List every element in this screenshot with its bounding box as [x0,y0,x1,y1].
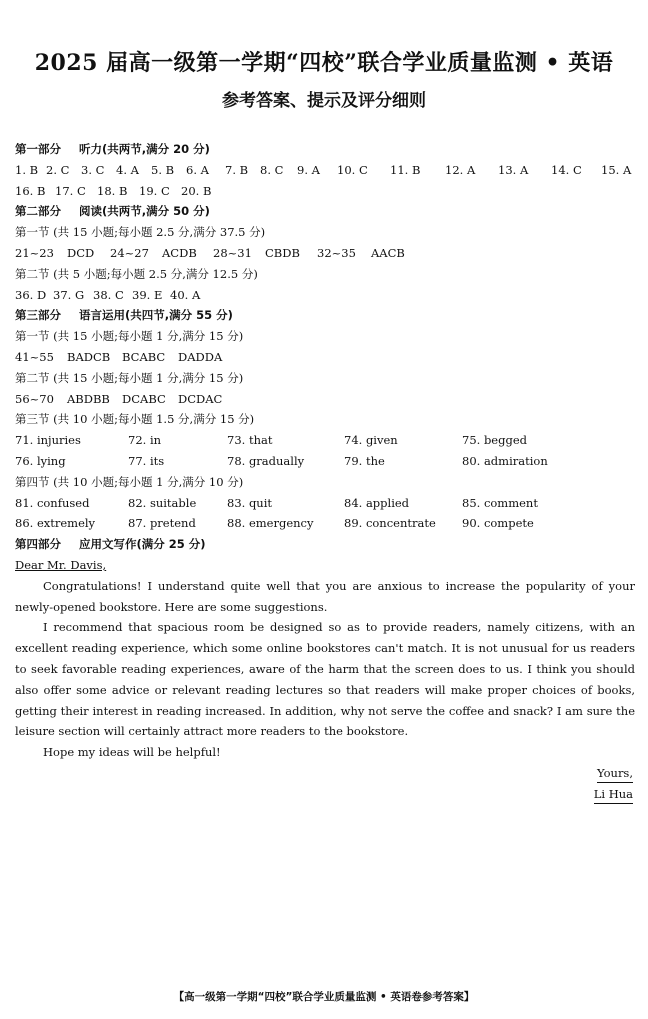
part4-heading: 第四部分 应用文写作(满分 25 分) [15,537,206,552]
letter-salutation: Dear Mr. Davis, [15,557,107,572]
part3-section3-row2: 76. lying 77. its 78. gradually 79. the 80. admiration [15,453,548,468]
part2-heading: 第二部分 阅读(共两节,满分 50 分) [15,204,210,219]
part3-section2-label: 第二节 (共 15 小题;每小题 1 分,满分 15 分) [15,370,244,385]
part3-heading: 第三部分 语言运用(共四节,满分 55 分) [15,308,233,323]
answer: 15. A [601,162,632,177]
part2-section1-label: 第一节 (共 15 小题;每小题 2.5 分,满分 37.5 分) [15,225,266,240]
document-title: 2025 届高一级第一学期“四校”联合学业质量监测 • 英语 [34,50,614,76]
letter-paragraph: I recommend that spacious room be designed so as to provide readers, namely citizens, with an excellent reading experience, which some online bookstores can't match. It is not unusual for us readers to seek favorable reading experiences, aware of the harm that the screen does to us. I think you should also offer some advice or relevant reading lectures so that readers will make proper choices of books, getting their interest in reading increased. In addition, why not serve the coffee and snack? I am sure the leisure section will certainly attract more readers to the bookstore. [15,620,635,739]
answer: 9. A [297,162,320,177]
answer: 3. C [81,162,105,177]
answer: 18. B [97,183,128,198]
part2-section2-label: 第二节 (共 5 小题;每小题 2.5 分,满分 12.5 分) [15,266,258,281]
page-footer: 【高一级第一学期“四校”联合学业质量监测 • 英语卷参考答案】 [173,991,475,1003]
document-subtitle: 参考答案、提示及评分细则 [222,91,426,111]
answer: 13. A [498,162,529,177]
answer: 20. B [181,183,212,198]
answer: 2. C [46,162,70,177]
part3-section4-label: 第四节 (共 10 小题;每小题 1 分,满分 10 分) [15,474,244,489]
answer: 12. A [445,162,476,177]
part2-section1-answers: 21~23 DCD 24~27 ACDB 28~31 CBDB 32~35 AACB [15,245,405,260]
part3-section1-answers: 41~55 BADCB BCABC DADDA [15,349,223,364]
part1-answers-row2 [15,181,635,202]
answer: 10. C [337,162,368,177]
answer: 6. A [186,162,209,177]
answer: 11. B [390,162,421,177]
letter-paragraph: Congratulations! I understand quite well that you are anxious to increase the popularity of your newly-opened bookstore. Here are some suggestions. [15,578,635,614]
answer: 1. B [15,162,39,177]
sample-letter [15,555,635,805]
part3-section4-row2: 86. extremely 87. pretend 88. emergency 89. concentrate 90. compete [15,516,534,531]
part3-section3-row1: 71. injuries 72. in 73. that 74. given 75. begged [15,433,528,448]
answer: 16. B [15,183,46,198]
part2-section2-answers: 36. D 37. G 38. C 39. E 40. A [15,287,201,302]
answer: 14. C [551,162,582,177]
answer: 8. C [260,162,284,177]
part1-heading: 第一部分 听力(共两节,满分 20 分) [15,142,210,156]
part3-section4-row1: 81. confused 82. suitable 83. quit 84. applied 85. comment [15,495,538,510]
part1-answers-row1 [15,160,635,181]
letter-closing: Yours, [15,763,635,784]
answer-key [15,139,635,805]
letter-paragraph: Hope my ideas will be helpful! [43,745,221,760]
answer: 17. C [55,183,86,198]
letter-signature: Li Hua [15,784,635,805]
part3-section3-label: 第三节 (共 10 小题;每小题 1.5 分,满分 15 分) [15,412,255,427]
part3-section1-label: 第一节 (共 15 小题;每小题 1 分,满分 15 分) [15,329,244,344]
answer: 7. B [225,162,249,177]
answer: 4. A [116,162,139,177]
answer: 5. B [151,162,175,177]
part3-section2-answers: 56~70 ABDBB DCABC DCDAC [15,391,223,406]
answer: 19. C [139,183,170,198]
